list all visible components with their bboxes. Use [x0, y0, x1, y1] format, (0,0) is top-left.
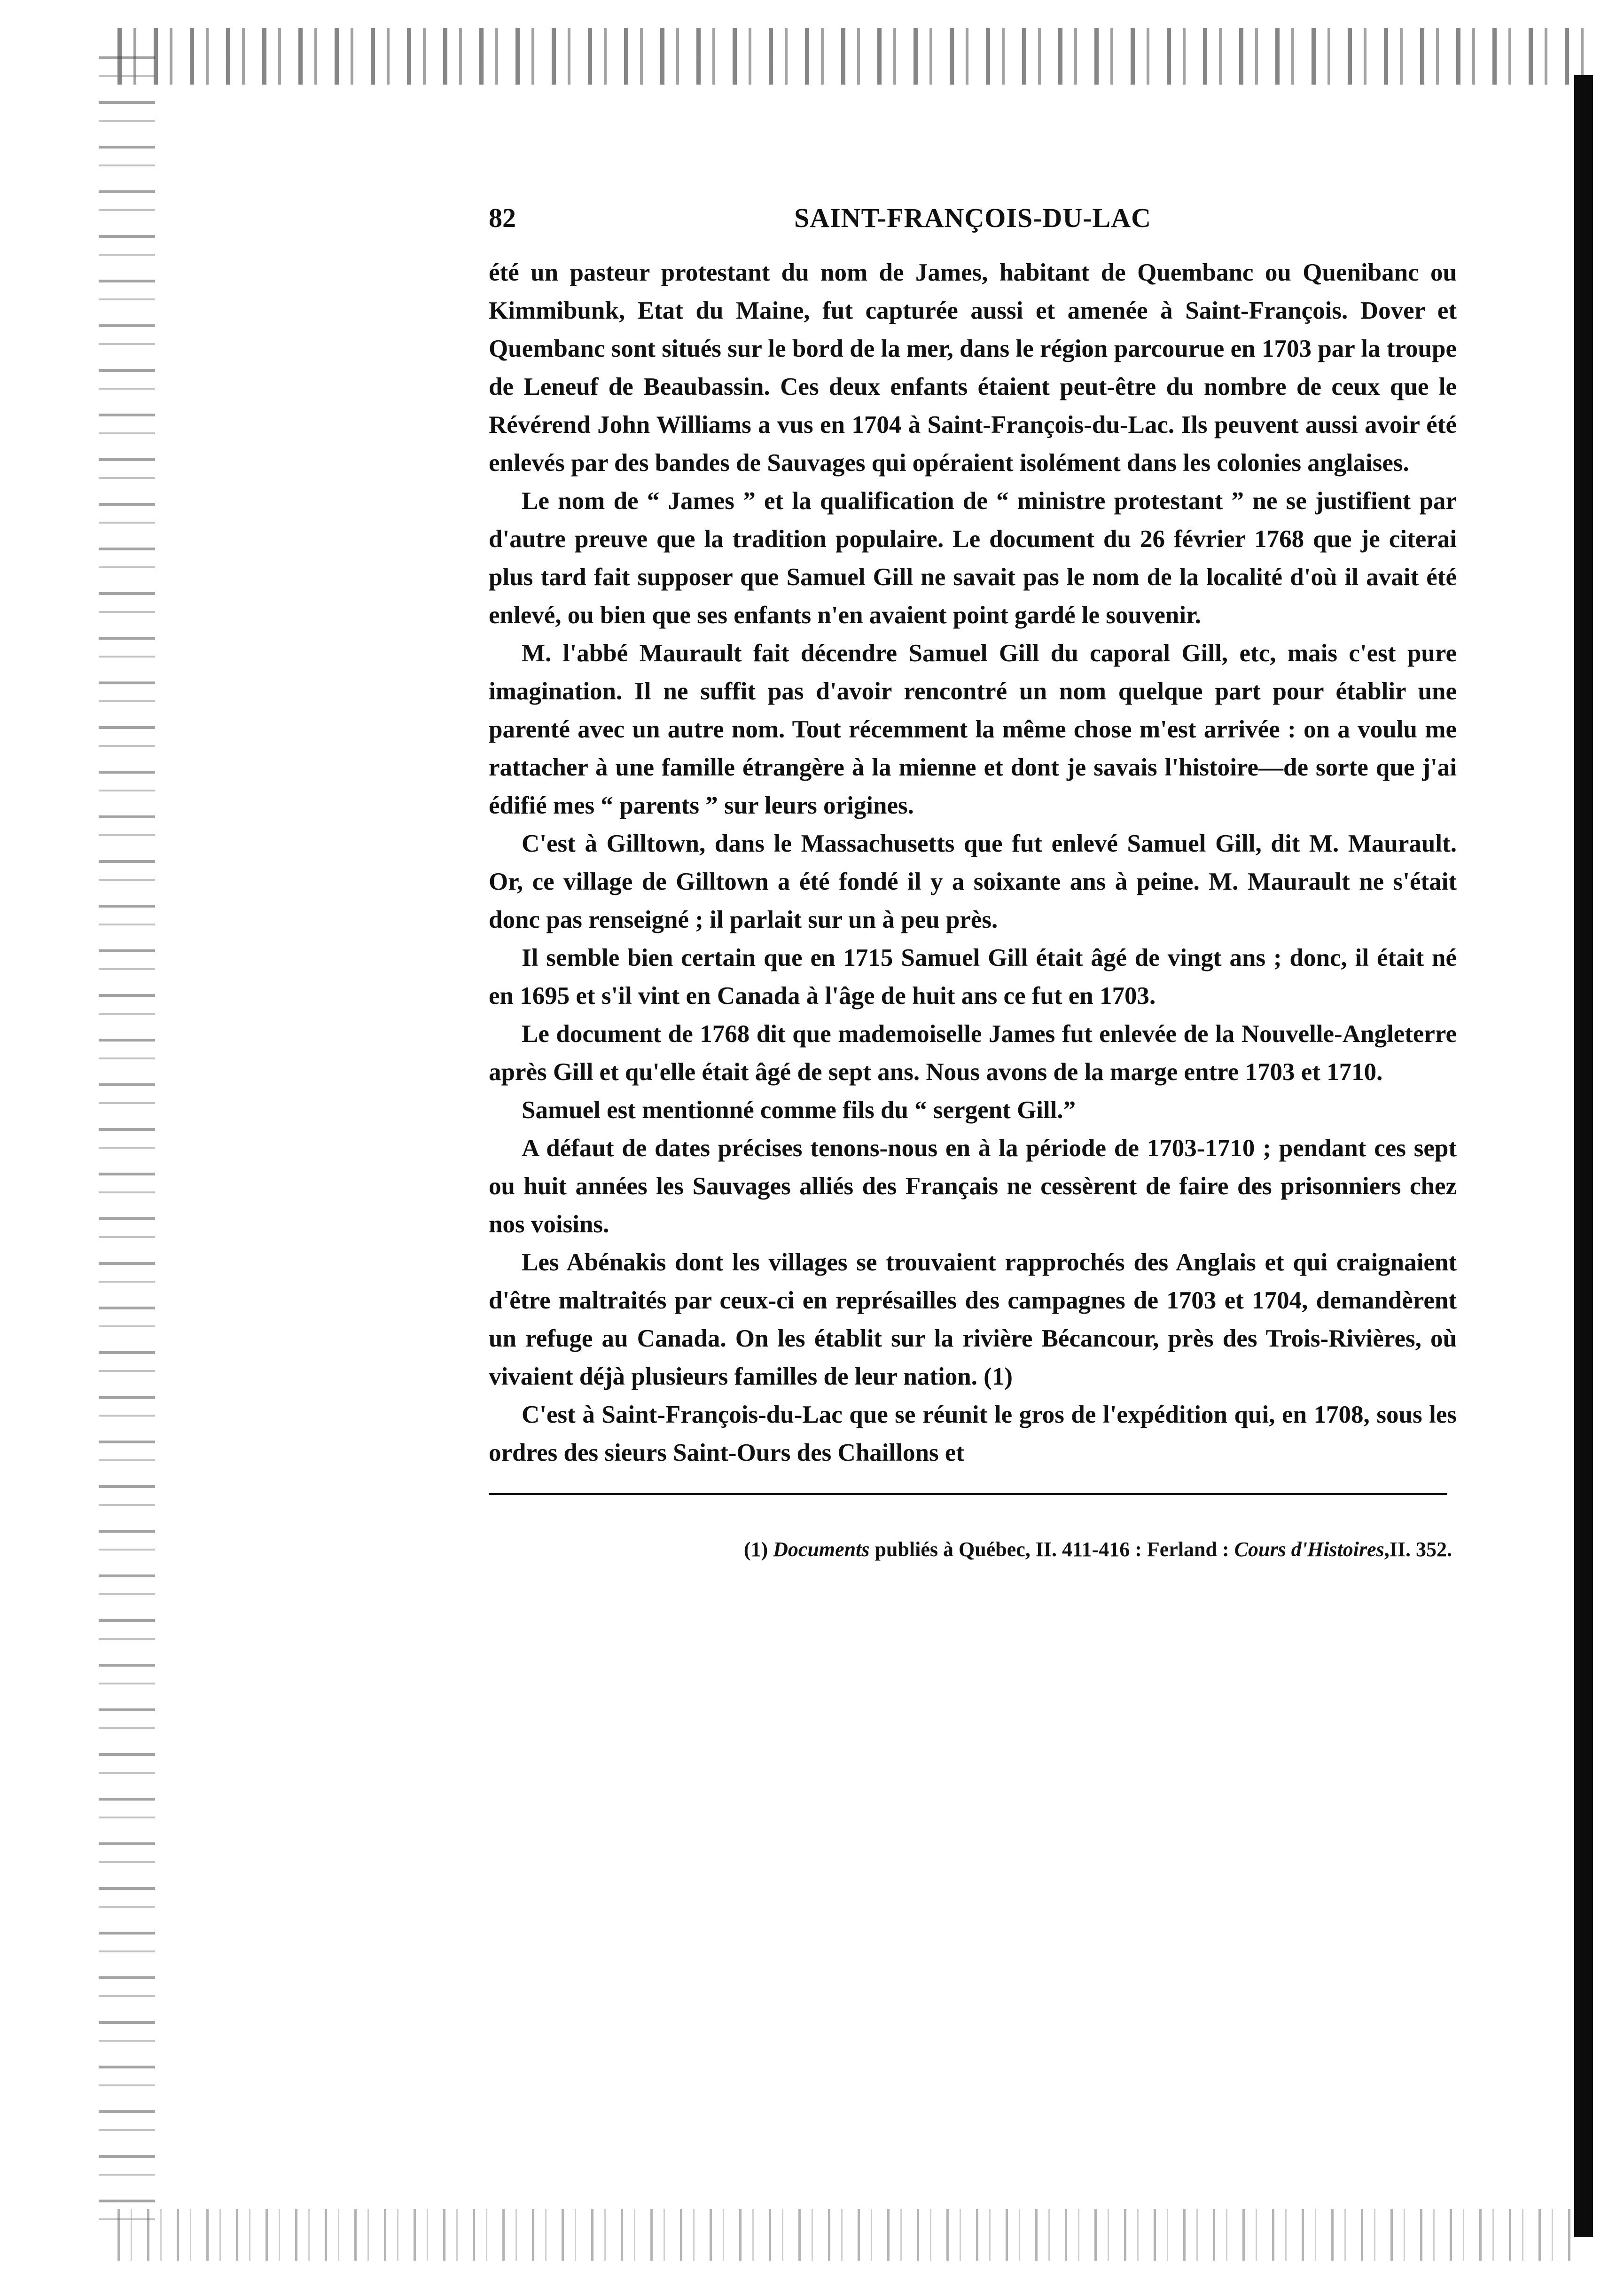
page-number: 82 — [489, 203, 516, 233]
footnote-doc-title: Documents — [773, 1538, 870, 1561]
running-title: SAINT-FRANÇOIS-DU-LAC — [794, 203, 1152, 233]
paragraph: Les Abénakis dont les villages se trouvaient rapprochés des Anglais et qui craignaient d'être maltraités par ceux-ci en représailles des campagnes de 1703 et 1704, demandèrent un refuge au Canada. On les établit sur la rivière Bécancour, près des Trois-Rivières, où vivaient déjà plusieurs familles de leur nation. (1) — [489, 1249, 1457, 1390]
footnote — [489, 1537, 1457, 1561]
footnote-cours-title: Cours d'Histoires — [1234, 1538, 1384, 1561]
paragraph: Samuel est mentionné comme fils du “ sergent Gill.” — [522, 1097, 1076, 1124]
book-page — [489, 202, 1457, 1561]
paragraph: Il semble bien certain que en 1715 Samuel Gill était âgé de vingt ans ; donc, il était né en 1695 et s'il vint en Canada à l'âge de huit ans ce fut en 1703. — [489, 944, 1457, 1010]
running-head — [489, 202, 1457, 254]
paragraph: M. l'abbé Maurault fait décendre Samuel Gill du caporal Gill, etc, mais c'est pure imagination. Il ne suffit pas d'avoir rencontré un nom quelque part pour établir une parenté avec un autre nom. Tout récemment la même chose m'est arrivée : on a voulu me rattacher à une famille étrangère à la mienne et dont je savais l'histoire—de sorte que j'ai édifié mes “ parents ” sur leurs origines. — [489, 640, 1457, 819]
paragraph: A défaut de dates précises tenons-nous en à la période de 1703-1710 ; pendant ces sept ou huit années les Sauvages alliés des Français ne cessèrent de faire des prisonniers chez nos voisins. — [489, 1135, 1457, 1238]
paragraph: été un pasteur protestant du nom de James, habitant de Quembanc ou Quenibanc ou Kimmibunk, Etat du Maine, fut capturée aussi et amenée à Saint-François. Dover et Quembanc sont situés sur le bord de la mer, dans le région parcourue en 1703 par la troupe de Leneuf de Beaubassin. Ces deux enfants étaient peut-être du nombre de ceux que le Révérend John Williams a vus en 1704 à Saint-François-du-Lac. Ils peuvent aussi avoir été enlevés par des bandes de Sauvages qui opéraient isolément dans les colonies anglaises. — [489, 259, 1457, 477]
paragraph: Le nom de “ James ” et la qualification de “ ministre protestant ” ne se justifient par d'autre preuve que la tradition populaire. Le document du 26 février 1768 que je citerai plus tard fait supposer que Samuel Gill ne savait pas le nom de la localité d'où il avait été enlevé, ou bien que ses enfants n'en avaient point gardé le souvenir. — [489, 487, 1457, 629]
paragraph: Le document de 1768 dit que mademoiselle James fut enlevée de la Nouvelle-Angleterre après Gill et qu'elle était âgé de sept ans. Nous avons de la marge entre 1703 et 1710. — [489, 1020, 1457, 1086]
scan-edge-left — [99, 56, 155, 2237]
scan-edge-bottom — [117, 2209, 1574, 2261]
footnote-cours-text: ,II. 352. — [1384, 1538, 1452, 1561]
paragraph: C'est à Gilltown, dans le Massachusetts que fut enlevé Samuel Gill, dit M. Maurault. Or, ce village de Gilltown a été fondé il y a soixante ans à peine. M. Maurault ne s'était donc pas renseigné ; il parlait sur un à peu près. — [489, 830, 1457, 933]
scan-edge-top — [117, 28, 1584, 85]
paragraph: C'est à Saint-François-du-Lac que se réunit le gros de l'expédition qui, en 1708, sous les ordres des sieurs Saint-Ours des Chaillons et — [489, 1401, 1457, 1466]
footnote-marker: (1) — [743, 1538, 768, 1561]
body-text — [489, 254, 1457, 1472]
scan-edge-right — [1574, 75, 1593, 2237]
footnote-doc-text: publiés à Québec, II. 411-416 : Ferland : — [874, 1538, 1229, 1561]
footnote-divider — [489, 1493, 1447, 1495]
